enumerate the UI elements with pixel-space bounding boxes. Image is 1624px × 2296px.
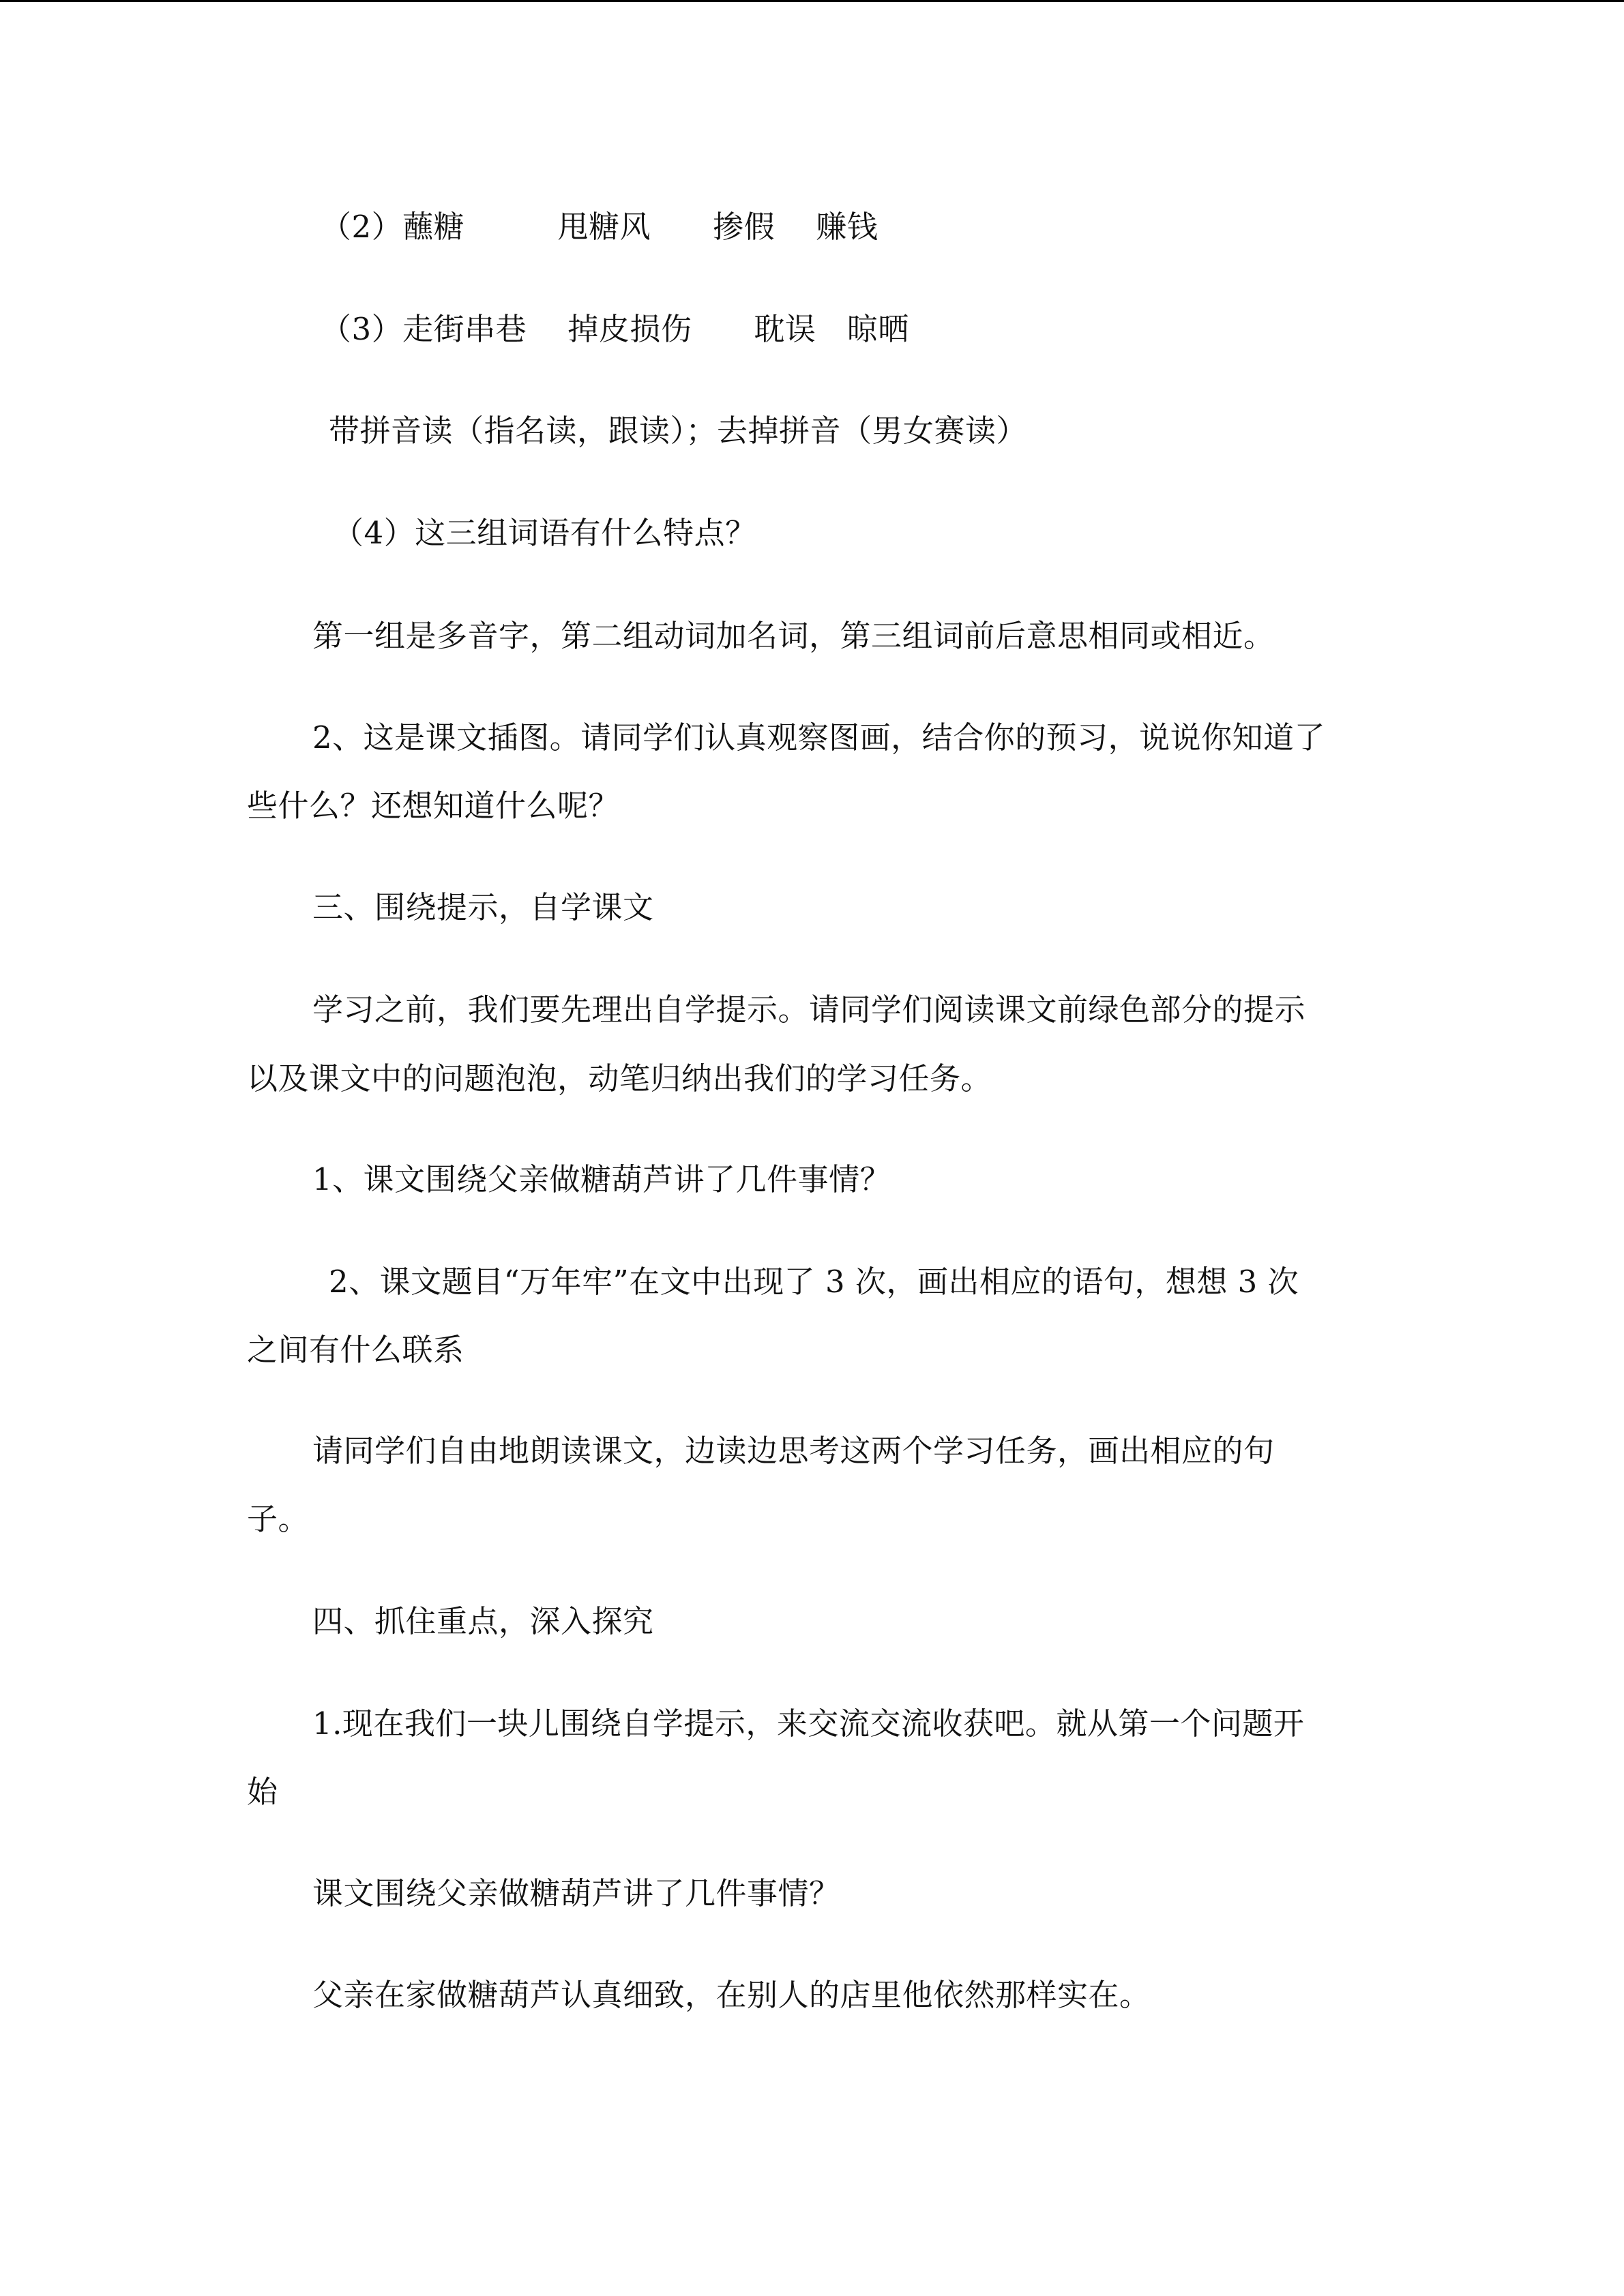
section-heading-4: 四、抓住重点，深入探究 [312, 1603, 654, 1639]
text-line-9: 学习之前，我们要先理出自学提示。请同学们阅读课文前绿色部分的提示 [312, 992, 1306, 1028]
text-line-6: 2、这是课文插图。请同学们认真观察图画，结合你的预习，说说你知道了 [312, 719, 1326, 756]
text-line-13: 之间有什么联系 [247, 1332, 464, 1368]
text-line-15: 子。 [247, 1501, 310, 1537]
section-heading-3: 三、围绕提示，自学课文 [312, 889, 654, 925]
text-line-14: 请同学们自由地朗读课文，边读边思考这两个学习任务，画出相应的句 [312, 1433, 1275, 1469]
text-line-12: 2、课文题目“万年牢”在文中出现了 3 次，画出相应的语句，想想 3 次 [329, 1264, 1299, 1300]
page-top-border [0, 0, 1624, 2]
text-line-2: （3）走街串巷 掉皮损伤 耽误 晾晒 [321, 311, 909, 347]
text-line-1: （2）蘸糖 甩糖风 掺假 赚钱 [321, 209, 879, 245]
text-line-11: 1、课文围绕父亲做糖葫芦讲了几件事情？ [312, 1161, 891, 1197]
text-line-5: 第一组是多音字，第二组动词加名词，第三组词前后意思相同或相近。 [312, 618, 1275, 654]
text-line-10: 以及课文中的问题泡泡，动笔归纳出我们的学习任务。 [247, 1060, 992, 1097]
text-line-20: 父亲在家做糖葫芦认真细致，在别人的店里他依然那样实在。 [312, 1977, 1151, 2013]
text-line-4: （4）这三组词语有什么特点？ [333, 515, 756, 551]
text-line-19: 课文围绕父亲做糖葫芦讲了几件事情？ [312, 1875, 840, 1911]
text-line-3: 带拼音读（指名读，跟读）；去掉拼音（男女赛读） [329, 413, 1028, 449]
text-line-7: 些什么？还想知道什么呢？ [247, 788, 620, 824]
text-line-18: 始 [247, 1774, 278, 1810]
text-line-17: 1.现在我们一块儿围绕自学提示，来交流交流收获吧。就从第一个问题开 [312, 1705, 1305, 1742]
